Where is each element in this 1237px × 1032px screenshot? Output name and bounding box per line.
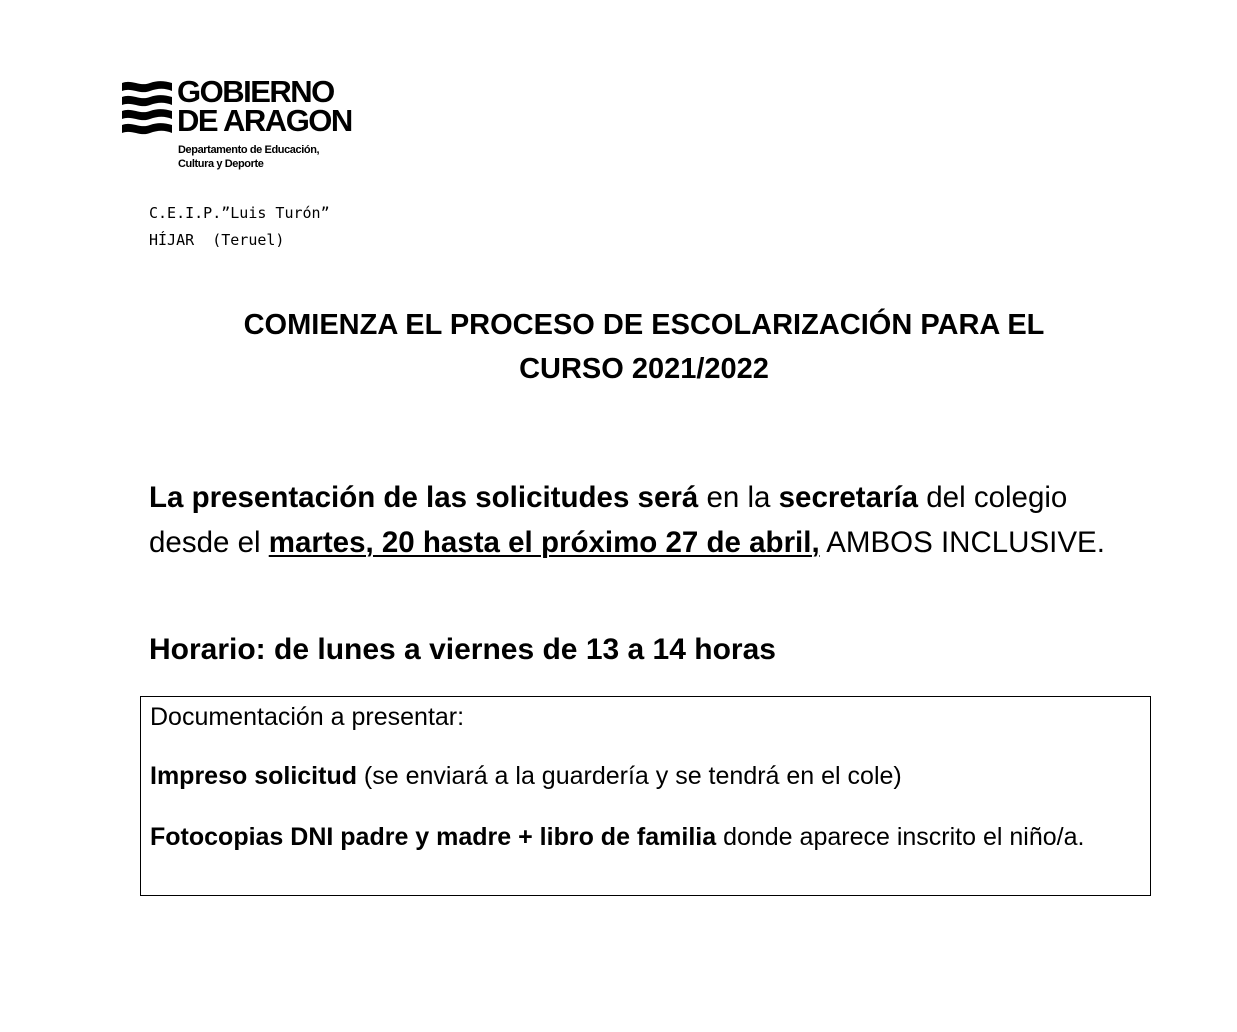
presentation-text: del colegio desde el xyxy=(149,481,1068,559)
logo-department-line1: Departamento de Educación, xyxy=(178,144,320,156)
school-name: C.E.I.P.”Luis Turón” xyxy=(149,204,330,222)
document-item-fotocopias xyxy=(150,818,1135,857)
title-line2: CURSO 2021/2022 xyxy=(519,353,769,385)
school-location: HÍJAR (Teruel) xyxy=(149,231,285,249)
gobierno-aragon-logo xyxy=(122,76,372,176)
document-item-fotocopias-label: Fotocopias DNI padre y madre + libro de familia xyxy=(150,823,717,851)
logo-text-gobierno: GOBIERNO xyxy=(177,74,334,109)
presentation-connector: en la xyxy=(698,481,779,514)
title-line1: COMIENZA EL PROCESO DE ESCOLARIZACIÓN PARA EL xyxy=(243,309,1045,341)
document-item-impreso-note: (se enviará a la guardería y se tendrá en el cole) xyxy=(356,762,902,790)
presentation-place: secretaría xyxy=(778,481,919,514)
document-item-impreso xyxy=(150,759,902,793)
documents-intro: Documentación a presentar: xyxy=(150,703,465,731)
document-item-fotocopias-note: donde aparece inscrito el niño/a. xyxy=(716,823,1085,851)
aragon-stripes-icon xyxy=(122,79,172,137)
documents-box xyxy=(140,696,1151,896)
school-info xyxy=(149,200,330,254)
logo-department-line2: Cultura y Deporte xyxy=(178,158,264,170)
presentation-dates: martes, 20 hasta el próximo 27 de abril, xyxy=(268,525,820,559)
logo-text-de-aragon: DE ARAGON xyxy=(177,103,352,138)
presentation-paragraph xyxy=(149,476,1109,565)
document-item-impreso-label: Impreso solicitud xyxy=(150,762,357,790)
page-title xyxy=(150,303,1138,391)
presentation-inclusive: AMBOS INCLUSIVE. xyxy=(819,525,1105,559)
schedule-heading: Horario: de lunes a viernes de 13 a 14 horas xyxy=(149,633,776,666)
presentation-lead: La presentación de las solicitudes será xyxy=(149,481,699,514)
